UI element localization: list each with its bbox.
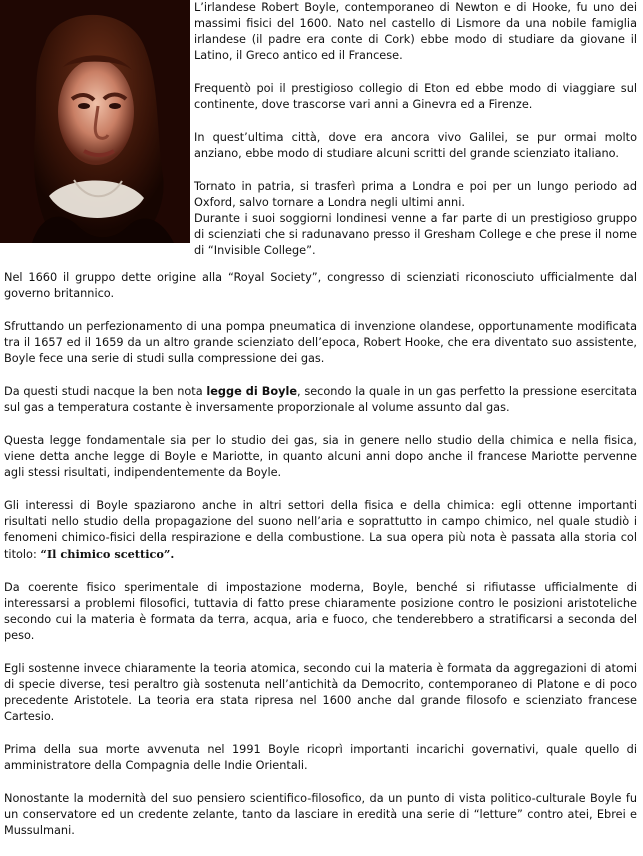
paragraph-philosophy: Da coerente fisico sperimentale di impostazione moderna, Boyle, benché si rifiutasse ufficialmente di interessarsi a problemi filosofici, tuttavia di fatto prese chiaramente posizione contro le posizioni aristoteliche secondo cui la materia è formata da terra, acqua, aria e fuoco, che tenderebbero a stratificarsi a seconda del peso. [4,581,637,642]
intro-paragraph-5: Durante i suoi soggiorni londinesi venne a far parte di un prestigioso gruppo di scienziati che si radunavano presso il Gresham College e che prese il nome di “Invisible College”. [194,212,637,257]
paragraph-conservatism: Nonostante la modernità del suo pensiero scientifico-filosofico, da un punto di vista politico-culturale Boyle fu un conservatore ed un credente zelante, tanto da lasciare in eredità una serie di “letture” contro atei, Ebrei e Mussulmani. [4,792,637,837]
other-interests-text: Gli interessi di Boyle spaziarono anche in altri settori della fisica e della chimica: egli ottenne importanti risultati nello studio della propagazione del suono nell’aria e soprattutto in campo chimico, nel quale studiò i fenomeni chimico-fisici della respirazione e della combustione. La sua opera più nota è passata alla storia col titolo: [4,499,637,561]
paragraph-pneumatic-pump: Sfruttando un perfezionamento di una pompa pneumatica di invenzione olandese, opportunamente modificata tra il 1657 ed il 1659 da un altro grande scienziato dell’epoca, Robert Hooke, che era diventato suo assistente, Boyle fece una serie di studi sulla compressione dei gas. [4,320,637,365]
boyle-law-definition: , secondo la quale in un gas perfetto la pressione esercitata sul gas a temperatura costante è inversamente proporzionale al volume assunto dal gas. [4,385,638,414]
intro-paragraph-1: L’irlandese Robert Boyle, contemporaneo di Newton e di Hooke, fu uno dei massimi fisici del 1600. Nato nel castello di Lismore da una nobile famiglia irlandese (il padre era conte di Cork) ebbe modo di studiare da giovane il Latino, il Greco antico ed il Francese. [194,1,637,62]
main-text-column [4,270,637,856]
paragraph-atomic-theory: Egli sostenne invece chiaramente la teoria atomica, secondo cui la materia è formata da aggregazioni di atomi di specie diverse, tesi peraltro già sostenuta nell’antichità da Democrito, contemporaneo di Platone e di poco precedente Aristotele. La teoria era stata ripresa nel 1600 anche dal grande filosofo e scienziato francese Cartesio. [4,662,637,723]
boyle-law-intro-text: Da questi studi nacque la ben nota [4,385,207,398]
intro-paragraph-4: Tornato in patria, si trasferì prima a Londra e poi per un lungo periodo ad Oxford, salvo tornare a Londra negli ultimi anni. [194,180,637,209]
robert-boyle-portrait [0,0,190,243]
intro-paragraph-3: In quest’ultima città, dove era ancora vivo Galilei, se pur ormai molto anziano, ebbe modo di studiare alcuni scritti del grande scienziato italiano. [194,131,637,160]
paragraph-boyle-law [4,384,637,416]
paragraph-government-roles: Prima della sua morte avvenuta nel 1991 Boyle ricoprì importanti incarichi governativi, quale quello di amministratore della Compagnia delle Indie Orientali. [4,743,637,772]
intro-text-column [194,0,637,276]
paragraph-royal-society: Nel 1660 il gruppo dette origine alla “Royal Society”, congresso di scienziati riconosciuto ufficialmente dal governo britannico. [4,271,637,300]
paragraph-other-interests [4,498,637,563]
boyle-law-term: legge di Boyle [206,385,298,398]
paragraph-boyle-mariotte: Questa legge fondamentale sia per lo studio dei gas, sia in genere nello studio della chimica e nella fisica, viene detta anche legge di Boyle e Mariotte, in quanto alcuni anni dopo anche il francese Mariotte pervenne agli stessi risultati, indipendentemente da Boyle. [4,434,637,479]
intro-paragraph-2: Frequentò poi il prestigioso collegio di Eton ed ebbe modo di viaggiare sul continente, dove trascorse vari anni a Ginevra ed a Firenze. [194,82,637,111]
book-title: “Il chimico scettico”. [40,547,175,561]
